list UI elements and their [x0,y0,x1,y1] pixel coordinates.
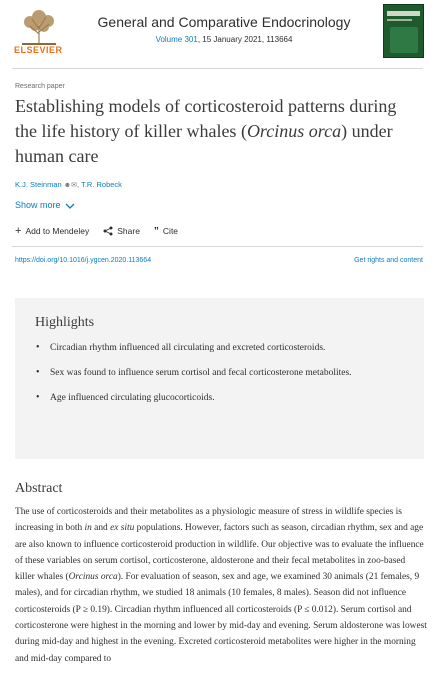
list-item: • Sex was found to influence serum cortisol and fecal corticosterone metabolites. [34,366,409,380]
person-envelope-icon[interactable]: ☻✉ [63,182,78,189]
journal-cover-thumbnail[interactable] [383,4,424,58]
rights-link[interactable]: Get rights and content [354,257,423,264]
share-icon [103,226,113,236]
volume-link[interactable]: Volume 301 [155,35,198,44]
article-title: Establishing models of corticosteroid patterns during the life history of killer whales (Orcinus orca) under human care [15,96,397,166]
add-to-mendeley-button[interactable]: + Add to Mendeley [15,225,90,237]
share-button[interactable]: Share [103,225,140,237]
journal-issue-info [74,35,374,44]
author-link[interactable]: K.J. Steinman [15,180,62,189]
quote-icon: ” [153,225,159,237]
list-item: • Age influenced circulating glucocorticoids. [34,391,409,405]
article-actions [15,225,178,237]
author-list: K.J. Steinman ☻✉, T.R. Robeck [15,180,122,189]
issue-date: , 15 January 2021, 113664 [197,35,293,44]
highlights-heading: Highlights [35,315,95,330]
abstract-heading: Abstract [15,481,63,496]
list-item: • Circadian rhythm influenced all circulating and excreted corticosteroids. [34,341,409,355]
article-type: Research paper [15,83,65,90]
chevron-down-icon [65,202,75,210]
journal-title[interactable]: General and Comparative Endocrinology [97,14,351,30]
plus-icon: + [15,225,22,237]
cite-button[interactable]: ” Cite [153,225,179,237]
publisher-name: ELSEVIER [14,45,63,55]
show-more-button[interactable]: Show more [15,200,75,210]
journal-header [0,0,435,66]
author-link[interactable]: T.R. Robeck [81,180,122,189]
highlights-list [34,341,409,416]
abstract-text: The use of corticosteroids and their metabolites as a physiologic measure of stress in wildlife species is increasing in both in and ex situ populations. However, factors such as season, circadian rhythm, sex and age are also known to influence corticosteroid production in wildlife. Our objective was to evaluate the influence of these variables on serum cortisol, corticosterone, aldosterone and their fecal metabolites in zoo-based killer whales (Orcinus orca). For evaluation of season, sex and age, we examined 30 animals (21 females, 9 males), and for circadian rhythm, we studied 18 animals (10 females, 8 males). Season did not influence corticosteroids (P ≥ 0.19). Circadian rhythm influenced all corticosteroids (P ≤ 0.012). Serum cortisol and corticosterone were highest in the morning and lower by mid-day and evening. Serum aldosterone was lowest during mid-day and highest in the evening. Excreted corticosteroid metabolites were higher in the morning and mid-day compared to [15,507,427,664]
divider [12,68,423,69]
highlights-box [15,298,424,459]
doi-link[interactable]: https://doi.org/10.1016/j.ygcen.2020.113664 [15,257,152,264]
divider [12,246,423,247]
